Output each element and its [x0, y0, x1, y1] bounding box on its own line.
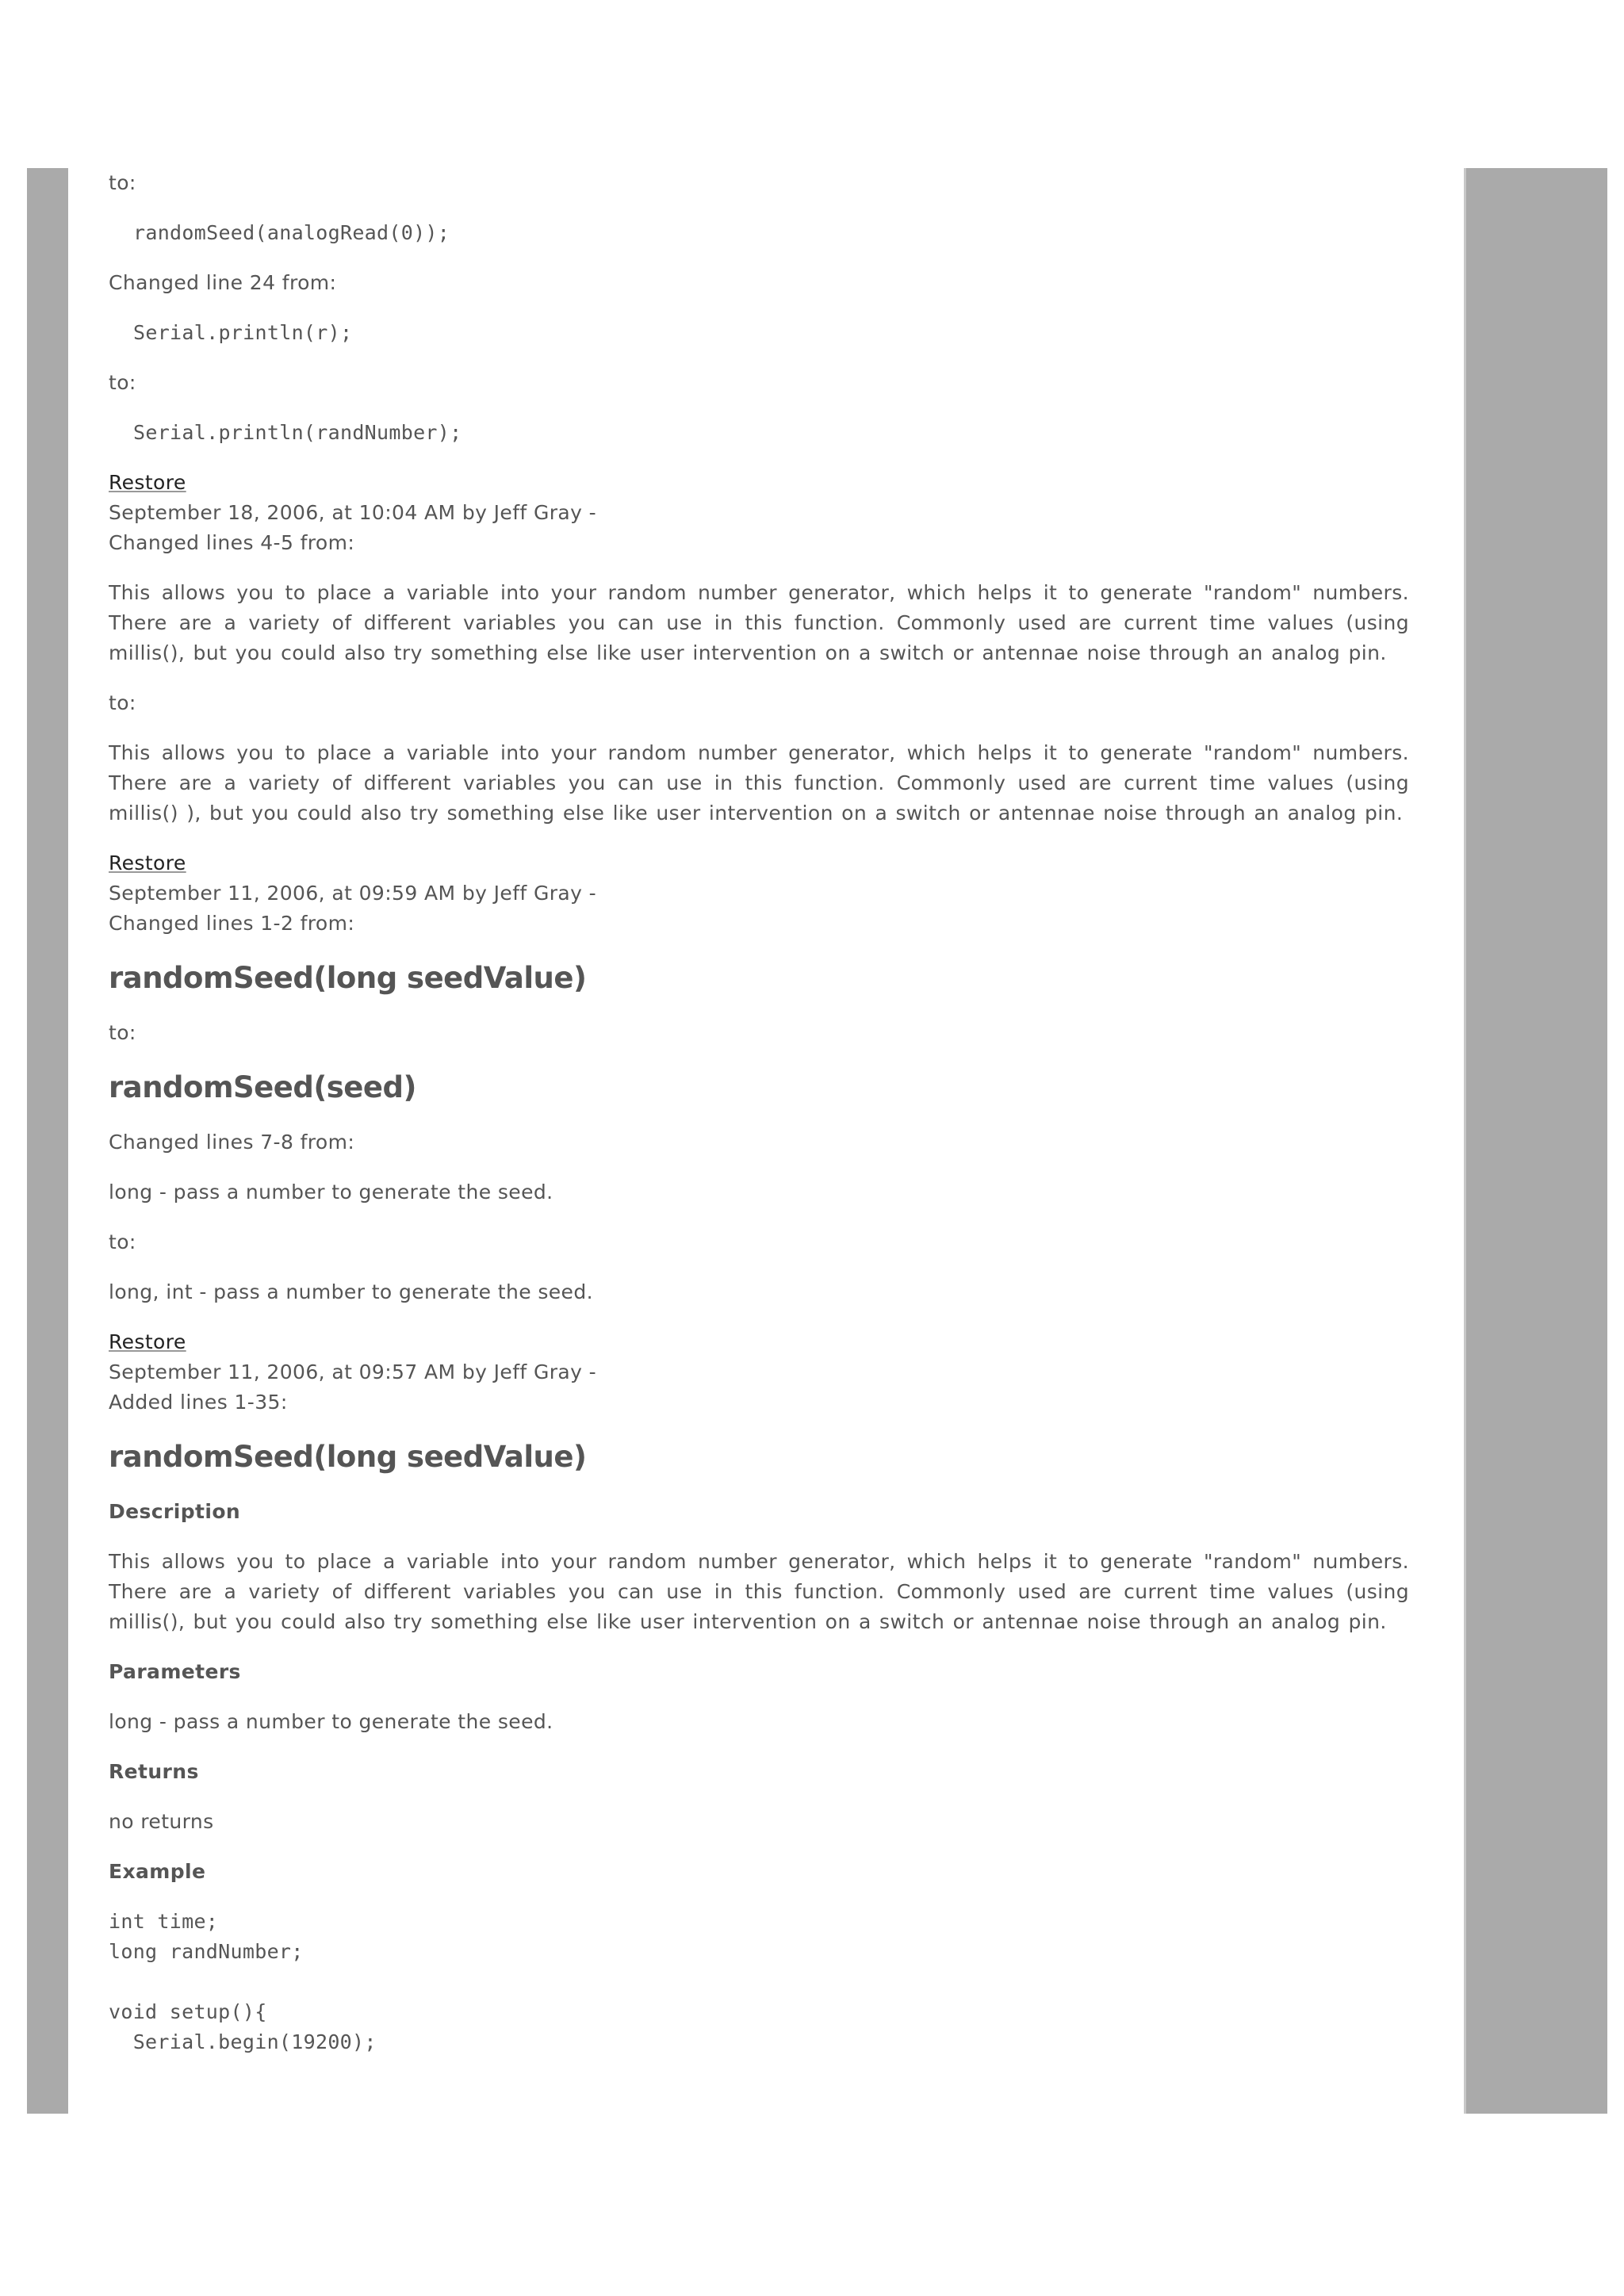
- change-note: Changed line 24 from:: [109, 271, 337, 294]
- change-note: Changed lines 4-5 from:: [109, 531, 355, 554]
- restore-link[interactable]: Restore: [109, 851, 186, 874]
- revision-meta: September 18, 2006, at 10:04 AM by Jeff Gray -: [109, 501, 597, 524]
- change-note: Added lines 1-35:: [109, 1391, 288, 1414]
- code-line: Serial.println(randNumber);: [133, 421, 462, 444]
- revision-meta: September 11, 2006, at 09:57 AM by Jeff Gray -: [109, 1360, 597, 1383]
- function-heading: randomSeed(long seedValue): [109, 1440, 587, 1474]
- to-label: to:: [109, 171, 136, 194]
- description-text: This allows you to place a variable into your random number generator, which helps it to generate "random" numbers. There are a variety of different variables you can use in this function. Commonly used are current time values (using millis(), but you could also try something else like user intervention on a switch or antennae noise through an analog pin.: [109, 1550, 1409, 1633]
- revision-entry: [109, 468, 1409, 498]
- revision-meta: September 11, 2006, at 09:59 AM by Jeff Gray -: [109, 882, 597, 905]
- right-margin-bar: [1464, 168, 1607, 2114]
- page-content: [109, 168, 1409, 2114]
- parameters-label: Parameters: [109, 1660, 241, 1683]
- restore-link[interactable]: Restore: [109, 471, 186, 494]
- old-param-text: long - pass a number to generate the seed.: [109, 1181, 553, 1203]
- example-code: int time; long randNumber; void setup(){ Serial.begin(19200);: [109, 1910, 377, 2053]
- code-line: Serial.println(r);: [133, 321, 353, 344]
- old-heading: randomSeed(long seedValue): [109, 961, 587, 995]
- change-note: Changed lines 7-8 from:: [109, 1131, 355, 1154]
- description-label: Description: [109, 1500, 241, 1523]
- parameters-text: long - pass a number to generate the seed.: [109, 1710, 553, 1733]
- new-paragraph: This allows you to place a variable into your random number generator, which helps it to generate "random" numbers. There are a variety of different variables you can use in this function. Commonly used are current time values (using millis() ), but you could also try something else like user intervention on a switch or antennae noise through an analog pin.: [109, 741, 1409, 825]
- change-note: Changed lines 1-2 from:: [109, 912, 355, 935]
- to-label: to:: [109, 1230, 136, 1253]
- old-paragraph: This allows you to place a variable into your random number generator, which helps it to generate "random" numbers. There are a variety of different variables you can use in this function. Commonly used are current time values (using millis(), but you could also try something else like user intervention on a switch or antennae noise through an analog pin.: [109, 581, 1409, 664]
- new-heading: randomSeed(seed): [109, 1070, 416, 1104]
- revision-entry: [109, 1327, 1409, 1357]
- to-label: to:: [109, 371, 136, 394]
- code-line: randomSeed(analogRead(0));: [133, 221, 450, 244]
- returns-text: no returns: [109, 1810, 214, 1833]
- to-label: to:: [109, 1021, 136, 1044]
- left-margin-bar: [27, 168, 68, 2114]
- example-label: Example: [109, 1860, 206, 1883]
- new-param-text: long, int - pass a number to generate the seed.: [109, 1280, 593, 1303]
- restore-link[interactable]: Restore: [109, 1330, 186, 1353]
- to-label: to:: [109, 691, 136, 714]
- revision-entry: [109, 848, 1409, 878]
- returns-label: Returns: [109, 1760, 199, 1783]
